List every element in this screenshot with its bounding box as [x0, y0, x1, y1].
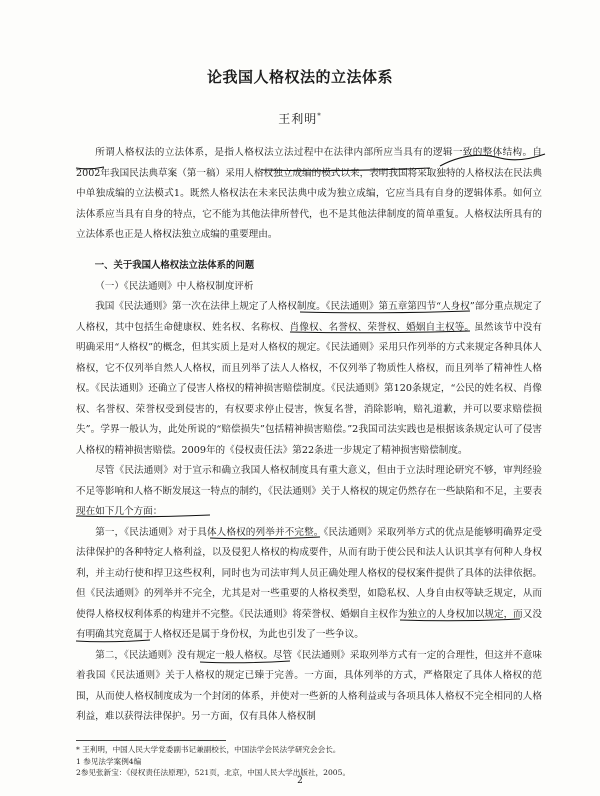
abstract-paragraph: 所谓人格权法的立法体系，是指人格权法立法过程中在法律内部所应当具有的逻辑一致的整体结构。自2002年我国民法典草案（第一稿）采用人格权独立成编的模式以来，表明我国将采取独特的人格权法在民法典中单独成编的立法模式1。既然人格权法在未来民法典中成为独立成编，它应当具有自身的逻辑体系。如何立法体系应当具有自身的特点，它不能为其他法律所替代，也不是其他法律制度的简单重复。人格权法所具有的立法体系也正是人格权法独立成编的重要理由。	[76, 147, 542, 240]
page-number: 2	[297, 776, 303, 786]
footnotes	[76, 744, 542, 779]
footnote-2: 1 参见法学案例4编	[76, 756, 142, 766]
abstract-block	[76, 143, 542, 246]
author-name: 王利明	[278, 112, 318, 126]
author-footnote-mark: *	[317, 112, 322, 120]
footnote-divider	[76, 740, 226, 741]
body-paragraph-4: 第二，《民法通则》没有规定一般人格权。尽管《民法通则》采取列举方式有一定的合理性，但这并不意味着我国《民法通则》关于人格权的规定已臻于完善。一方面，具体列举的方式，严格限定了具体人格权的范围，从而使人格权制度成为一个封闭的体系，并使对一些新的人格利益或与各项具体人格权不完全相同的人格利益，难以获得法律保护。另一方面，仅有具体人格权制	[76, 649, 542, 722]
section-heading: 一、关于我国人格权法立法体系的问题	[94, 260, 255, 271]
body-paragraph-3: 第一，《民法通则》对于具体人格权的列举并不完整。《民法通则》采取列举方式的优点是能够明确界定受法律保护的各种特定人格利益，以及侵犯人格权的构成要件，从而有助于使公民和法人认识其享有何种人身权利，并主动行使和捍卫这些权利，同时也为司法审判人员正确处理人格权的侵权案件提供了具体的法律依据。但《民法通则》的列举并不完全，尤其是对一些重要的人格权类型，如隐私权、人身自由权等缺乏规定，从而使得人格权权利体系的构建并不完整。《民法通则》将荣誉权、婚姻自主权作为独立的人身权加以规定，而又没有明确其究竟属于人格权还是属于身份权，为此也引发了一些争议。	[76, 526, 542, 640]
footnote-3: 2参见张新宝：《侵权责任法原理》，521页，北京，中国人民大学出版社，2005。	[76, 768, 351, 777]
author-line	[0, 110, 600, 127]
body-paragraph-2: 尽管《民法通则》对于宣示和确立我国人格权制度具有重大意义，但由于立法时理论研究不够，审判经验不足等影响和人格不断发展这一特点的制约，《民法通则》关于人格权的规定仍然存在一些缺陷和不足，主要表现在如下几个方面：	[76, 465, 542, 517]
paper-title: 论我国人格权法的立法体系	[206, 68, 393, 86]
footnote-1: * 王利明，中国人民大学党委副书记兼副校长，中国法学会民法学研究会会长。	[76, 745, 341, 754]
subsection-heading: （一）《民法通则》中人格权制度评析	[95, 280, 254, 292]
body-paragraph-1: 我国《民法通则》第一次在法律上规定了人格权制度。《民法通则》第五章第四节“人身权”部分重点规定了人格权，其中包括生命健康权、姓名权、名称权、肖像权、名誉权、荣誉权、婚姻自主权等。虽然该节中没有明确采用“人格权”的概念，但其实质上是对人格权的规定。《民法通则》采用只作列举的方式来规定各种具体人格权，它不仅列举自然人人格权，而且列举了法人人格权，不仅列举了物质性人格权，而且列举了精神性人格权。《民法通则》还确立了侵害人格权的精神损害赔偿制度。《民法通则》第120条规定，“公民的姓名权、肖像权、名誉权、荣誉权受到侵害的，有权要求停止侵害，恢复名誉，消除影响，赔礼道歉，并可以要求赔偿损失”。学界一般认为，此处所说的“赔偿损失”包括精神损害赔偿。”2我国司法实践也是根据该条规定认可了侵害人格权的精神损害赔偿。2009年的《侵权责任法》第22条进一步规定了精神损害赔偿制度。	[76, 301, 542, 456]
section-1	[76, 256, 542, 728]
